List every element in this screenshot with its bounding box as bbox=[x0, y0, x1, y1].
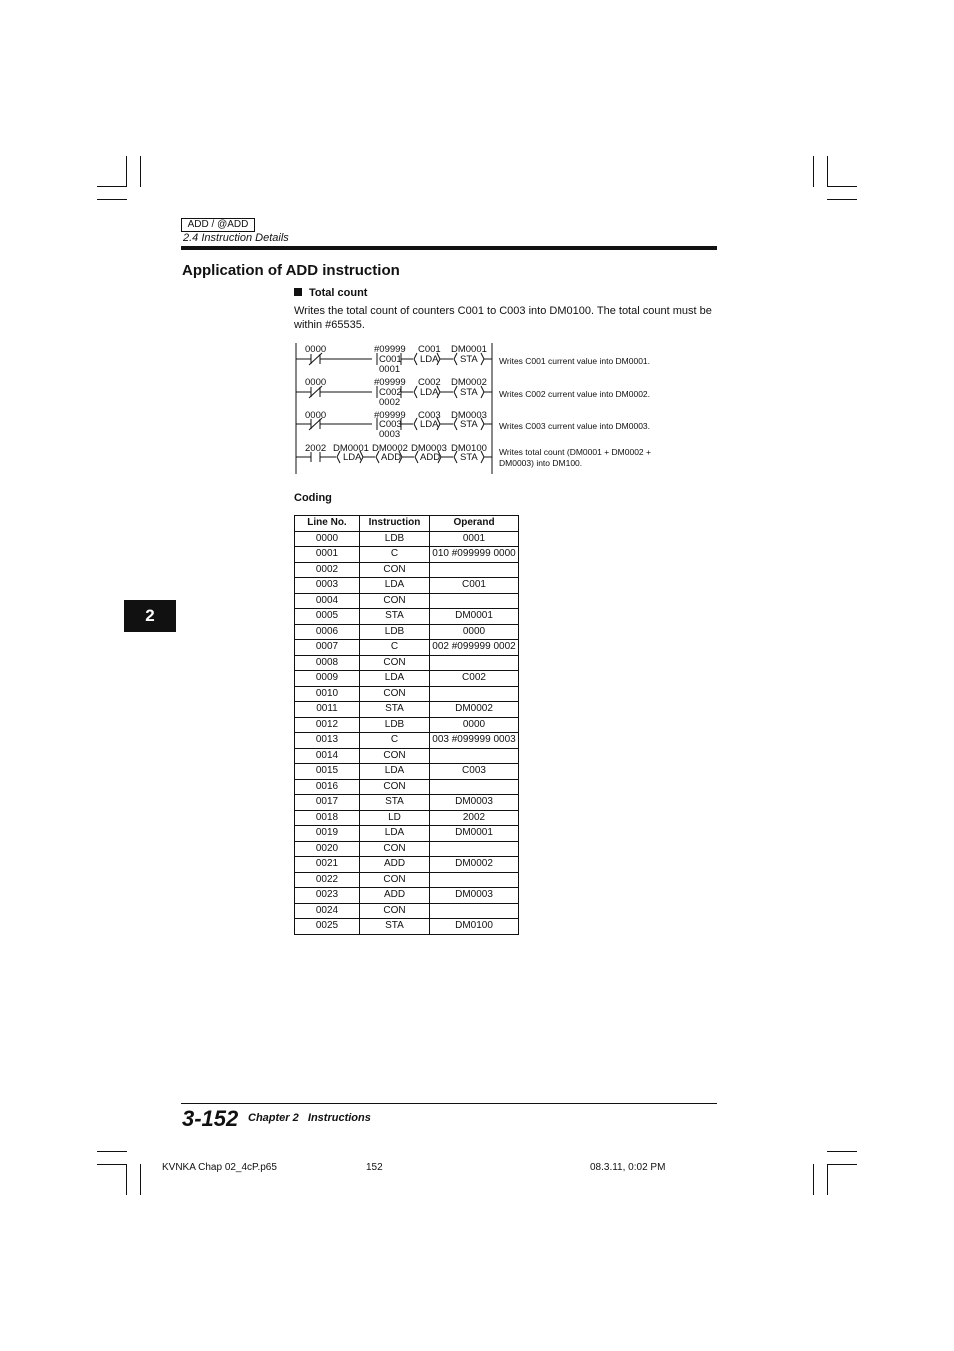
operand-label: C003 bbox=[418, 410, 441, 421]
counter-label: C001 bbox=[379, 354, 402, 365]
line-number-cell: 0013 bbox=[295, 733, 360, 749]
line-number-cell: 0021 bbox=[295, 857, 360, 873]
instruction-cell: LDB bbox=[360, 717, 430, 733]
ladder-rung bbox=[296, 410, 650, 440]
constant-label: #09999 bbox=[374, 410, 406, 421]
instruction-cell: LDB bbox=[360, 624, 430, 640]
operand-label: DM0001 bbox=[451, 344, 487, 355]
line-number-cell: 0024 bbox=[295, 903, 360, 919]
operand-cell: DM0001 bbox=[430, 826, 519, 842]
instruction-cell: ADD bbox=[360, 888, 430, 904]
constant-label: #09999 bbox=[374, 377, 406, 388]
table-row bbox=[295, 624, 519, 640]
operand-cell: 0000 bbox=[430, 717, 519, 733]
instruction-cell: LDA bbox=[360, 764, 430, 780]
line-number-cell: 0017 bbox=[295, 795, 360, 811]
table-row bbox=[295, 733, 519, 749]
header-rule bbox=[181, 246, 717, 250]
counter-label: C002 bbox=[379, 387, 402, 398]
contact-label: 0000 bbox=[305, 377, 327, 388]
instruction-cell: C bbox=[360, 733, 430, 749]
subheading-text: Total count bbox=[309, 287, 368, 299]
line-number-cell: 0018 bbox=[295, 810, 360, 826]
print-page: 152 bbox=[366, 1162, 383, 1173]
instruction-label: LDA bbox=[420, 354, 439, 365]
table-row bbox=[295, 717, 519, 733]
operand-label: DM0002 bbox=[451, 377, 487, 388]
operand-label: DM0100 bbox=[451, 443, 487, 454]
operand-cell bbox=[430, 841, 519, 857]
table-row bbox=[295, 686, 519, 702]
table-row bbox=[295, 841, 519, 857]
constant-label: #09999 bbox=[374, 344, 406, 355]
rung-comment: Writes C002 current value into DM0002. bbox=[499, 389, 651, 399]
operand-cell: DM0002 bbox=[430, 702, 519, 718]
contact-label: 2002 bbox=[305, 443, 327, 454]
operand-cell: 0000 bbox=[430, 624, 519, 640]
operand-cell: 002 #099999 0002 bbox=[430, 640, 519, 656]
rung-comment: Writes C001 current value into DM0001. bbox=[499, 356, 651, 366]
line-number-cell: 0011 bbox=[295, 702, 360, 718]
line-number-cell: 0012 bbox=[295, 717, 360, 733]
description: Writes the total count of counters C001 to C003 into DM0100. The total count must be within #65535. bbox=[294, 305, 712, 331]
instruction-cell: CON bbox=[360, 748, 430, 764]
chapter-tab: 2 bbox=[124, 600, 176, 632]
operand-cell bbox=[430, 872, 519, 888]
line-number-cell: 0020 bbox=[295, 841, 360, 857]
table-row bbox=[295, 547, 519, 563]
operand-cell: 010 #099999 0000 bbox=[430, 547, 519, 563]
table-row bbox=[295, 779, 519, 795]
coding-table bbox=[294, 515, 519, 935]
line-number-cell: 0025 bbox=[295, 919, 360, 935]
operand-cell: 0001 bbox=[430, 531, 519, 547]
instruction-cell: CON bbox=[360, 779, 430, 795]
line-number-cell: 0009 bbox=[295, 671, 360, 687]
operand-cell: 003 #099999 0003 bbox=[430, 733, 519, 749]
instruction-cell: CON bbox=[360, 593, 430, 609]
column-header: Instruction bbox=[360, 516, 430, 532]
subheading bbox=[294, 287, 367, 299]
coding-label: Coding bbox=[294, 492, 332, 504]
ladder-rung bbox=[296, 443, 651, 468]
instruction-cell: ADD bbox=[360, 857, 430, 873]
table-row bbox=[295, 764, 519, 780]
column-header: Line No. bbox=[295, 516, 360, 532]
counter-sub-label: 0002 bbox=[379, 397, 401, 408]
table-row bbox=[295, 640, 519, 656]
table-row bbox=[295, 826, 519, 842]
operand-cell: C003 bbox=[430, 764, 519, 780]
operand-cell: DM0003 bbox=[430, 888, 519, 904]
instruction-cell: C bbox=[360, 640, 430, 656]
operand-cell: C001 bbox=[430, 578, 519, 594]
line-number-cell: 0001 bbox=[295, 547, 360, 563]
ladder-rung bbox=[296, 344, 650, 375]
operand-cell bbox=[430, 686, 519, 702]
instruction-cell: C bbox=[360, 547, 430, 563]
rung-comment: Writes C003 current value into DM0003. bbox=[499, 421, 651, 431]
line-number-cell: 0007 bbox=[295, 640, 360, 656]
table-header-row bbox=[295, 516, 519, 532]
page-title: Application of ADD instruction bbox=[182, 262, 400, 279]
column-header: Operand bbox=[430, 516, 519, 532]
operand-label: DM0001 bbox=[333, 443, 369, 454]
contact-label: 0000 bbox=[305, 410, 327, 421]
line-number-cell: 0002 bbox=[295, 562, 360, 578]
instruction-label: LDA bbox=[343, 452, 362, 463]
operand-cell: DM0003 bbox=[430, 795, 519, 811]
operand-cell: 2002 bbox=[430, 810, 519, 826]
contact-label: 0000 bbox=[305, 344, 327, 355]
operand-cell: DM0001 bbox=[430, 609, 519, 625]
table-row bbox=[295, 562, 519, 578]
instruction-cell: CON bbox=[360, 841, 430, 857]
table-row bbox=[295, 919, 519, 935]
operand-cell bbox=[430, 593, 519, 609]
operand-cell bbox=[430, 655, 519, 671]
table-row bbox=[295, 531, 519, 547]
instruction-cell: STA bbox=[360, 702, 430, 718]
table-row bbox=[295, 810, 519, 826]
subsection-title: 2.4 Instruction Details bbox=[183, 232, 289, 244]
rung-comment: Writes total count (DM0001 + DM0002 + bbox=[499, 447, 651, 457]
operand-cell bbox=[430, 779, 519, 795]
instruction-label: ADD bbox=[381, 452, 402, 463]
line-number-cell: 0019 bbox=[295, 826, 360, 842]
operand-cell: C002 bbox=[430, 671, 519, 687]
footer-rule bbox=[181, 1103, 717, 1104]
counter-sub-label: 0001 bbox=[379, 364, 401, 375]
instruction-cell: CON bbox=[360, 872, 430, 888]
line-number-cell: 0022 bbox=[295, 872, 360, 888]
operand-cell bbox=[430, 748, 519, 764]
table-row bbox=[295, 578, 519, 594]
operand-label: DM0003 bbox=[411, 443, 447, 454]
ladder-rung bbox=[296, 377, 650, 408]
instruction-cell: CON bbox=[360, 903, 430, 919]
line-number-cell: 0015 bbox=[295, 764, 360, 780]
line-number-cell: 0000 bbox=[295, 531, 360, 547]
section-tag: ADD / @ADD bbox=[181, 218, 255, 232]
rung-comment: DM0003) into DM100. bbox=[499, 458, 583, 468]
table-row bbox=[295, 872, 519, 888]
print-filename: KVNKA Chap 02_4cP.p65 bbox=[162, 1162, 277, 1173]
table-row bbox=[295, 671, 519, 687]
counter-sub-label: 0003 bbox=[379, 429, 401, 440]
instruction-label: LDA bbox=[420, 387, 439, 398]
line-number-cell: 0008 bbox=[295, 655, 360, 671]
operand-cell: DM0002 bbox=[430, 857, 519, 873]
table-row bbox=[295, 702, 519, 718]
instruction-cell: LDA bbox=[360, 578, 430, 594]
instruction-cell: STA bbox=[360, 795, 430, 811]
line-number-cell: 0004 bbox=[295, 593, 360, 609]
instruction-cell: LDB bbox=[360, 531, 430, 547]
instruction-cell: LDA bbox=[360, 671, 430, 687]
line-number-cell: 0006 bbox=[295, 624, 360, 640]
instruction-cell: LDA bbox=[360, 826, 430, 842]
instruction-label: STA bbox=[460, 452, 478, 463]
instruction-label: LDA bbox=[420, 419, 439, 430]
instruction-label: STA bbox=[460, 387, 478, 398]
operand-label: DM0003 bbox=[451, 410, 487, 421]
table-row bbox=[295, 748, 519, 764]
print-date: 08.3.11, 0:02 PM bbox=[590, 1162, 666, 1173]
instruction-label: ADD bbox=[420, 452, 441, 463]
instruction-label: STA bbox=[460, 419, 478, 430]
instruction-cell: CON bbox=[360, 562, 430, 578]
instruction-cell: STA bbox=[360, 919, 430, 935]
instruction-cell: STA bbox=[360, 609, 430, 625]
page-number: 3-152 bbox=[182, 1106, 239, 1131]
footer-chapter: Chapter 2 Instructions bbox=[248, 1112, 371, 1124]
operand-label: C001 bbox=[418, 344, 441, 355]
instruction-cell: CON bbox=[360, 655, 430, 671]
table-body bbox=[295, 531, 519, 934]
counter-label: C003 bbox=[379, 419, 402, 430]
table-row bbox=[295, 593, 519, 609]
operand-cell bbox=[430, 562, 519, 578]
table-row bbox=[295, 655, 519, 671]
ladder-diagram bbox=[290, 338, 680, 478]
line-number-cell: 0005 bbox=[295, 609, 360, 625]
line-number-cell: 0016 bbox=[295, 779, 360, 795]
square-bullet-icon bbox=[294, 288, 302, 296]
operand-cell: DM0100 bbox=[430, 919, 519, 935]
operand-label: DM0002 bbox=[372, 443, 408, 454]
instruction-cell: CON bbox=[360, 686, 430, 702]
instruction-label: STA bbox=[460, 354, 478, 365]
table-row bbox=[295, 609, 519, 625]
line-number-cell: 0014 bbox=[295, 748, 360, 764]
table-row bbox=[295, 795, 519, 811]
operand-cell bbox=[430, 903, 519, 919]
line-number-cell: 0010 bbox=[295, 686, 360, 702]
line-number-cell: 0003 bbox=[295, 578, 360, 594]
table-row bbox=[295, 903, 519, 919]
instruction-cell: LD bbox=[360, 810, 430, 826]
line-number-cell: 0023 bbox=[295, 888, 360, 904]
operand-label: C002 bbox=[418, 377, 441, 388]
table-row bbox=[295, 888, 519, 904]
table-row bbox=[295, 857, 519, 873]
